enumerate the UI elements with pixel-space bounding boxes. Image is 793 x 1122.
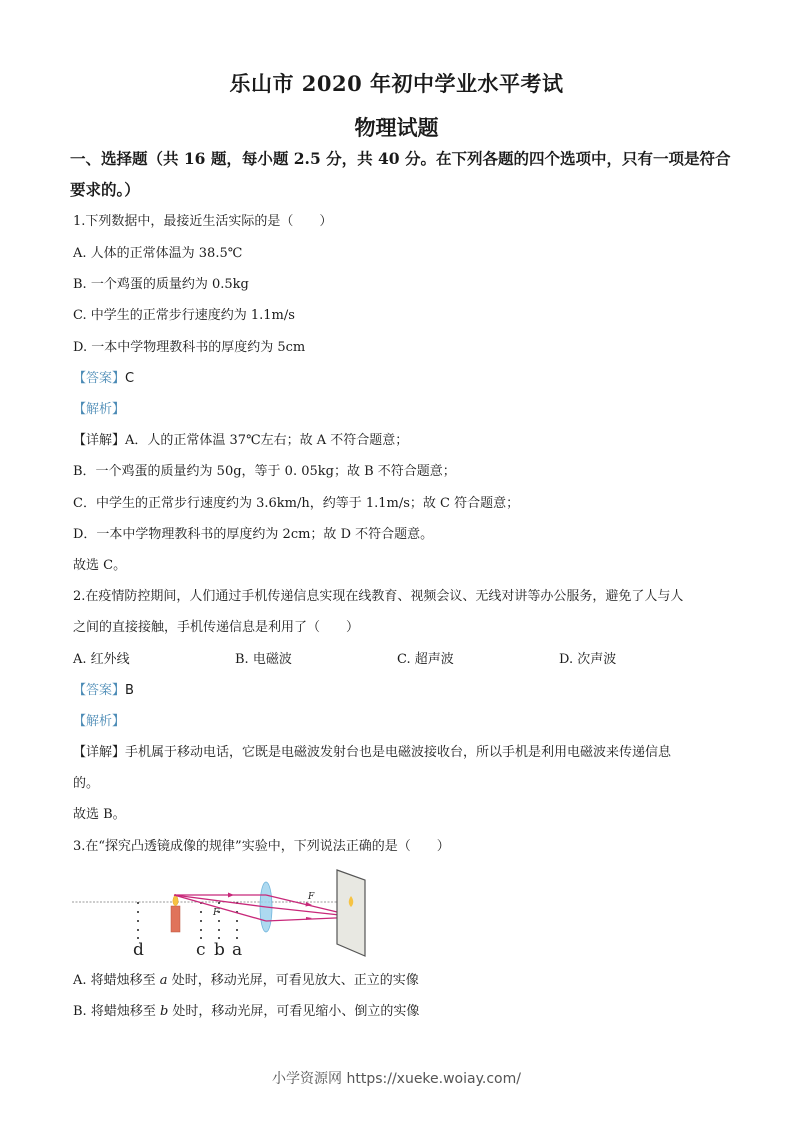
- q1-option-c: C. 中学生的正常步行速度约为 1.1m/s: [73, 308, 295, 323]
- q2-option-b: B. 电磁波: [235, 652, 292, 667]
- answer-label: 【答案】: [73, 683, 126, 698]
- exam-title: 乐山市 2020 年初中学业水平考试: [229, 71, 564, 96]
- q3-option-a-prefix: A. 将蜡烛移至: [73, 973, 160, 988]
- q2-stem-line2: 之间的直接接触，手机传递信息是利用了（ ）: [73, 620, 360, 635]
- focus-label-right: F: [308, 892, 315, 902]
- analysis-label: 【解析】: [73, 714, 126, 729]
- q2-detail-line1: 【详解】手机属于移动电话，它既是电磁波发射台也是电磁波接收台，所以手机是利用电磁波来传递信息: [73, 745, 672, 760]
- q2-answer: [73, 682, 134, 700]
- q3-option-b-suffix: 处时，移动光屏，可看见缩小、倒立的实像: [168, 1004, 420, 1019]
- q3-option-b: [73, 1003, 419, 1021]
- q3-option-a-suffix: 处时，移动光屏，可看见放大、正立的实像: [167, 973, 419, 988]
- point-label-d: d: [133, 940, 144, 960]
- exam-subtitle: 物理试题: [354, 115, 439, 140]
- q1-detail-d: D．一本中学物理教科书的厚度约为 2cm；故 D 不符合题意。: [73, 527, 434, 542]
- point-label-a: a: [232, 940, 243, 960]
- point-label-b: b: [214, 940, 225, 960]
- q3-option-a: [73, 972, 419, 990]
- q2-detail-line2: 的。: [73, 776, 100, 791]
- q3-option-b-var: b: [159, 1004, 169, 1019]
- footer-watermark: 小学资源网 https://xueke.woiay.com/: [272, 1071, 521, 1087]
- q2-stem-line1: 2.在疫情防控期间，人们通过手机传递信息实现在线教育、视频会议、无线对讲等办公服务，避免了人与人: [73, 589, 684, 604]
- q1-option-a: A. 人体的正常体温为 38.5℃: [73, 246, 243, 261]
- q1-detail-c: C．中学生的正常步行速度约为 3.6km/h，约等于 1.1m/s；故 C 符合题意；: [73, 496, 520, 511]
- section-heading-line2: 要求的。）: [70, 180, 140, 199]
- q1-detail-b: B．一个鸡蛋的质量约为 50g，等于 0. 05kg；故 B 不符合题意；: [73, 464, 456, 479]
- q2-conclusion: 故选 B。: [73, 807, 126, 822]
- q1-option-b: B. 一个鸡蛋的质量约为 0.5kg: [73, 277, 249, 292]
- q3-option-b-prefix: B. 将蜡烛移至: [73, 1004, 160, 1019]
- point-label-c: c: [196, 940, 206, 960]
- q3-option-a-var: a: [159, 973, 168, 988]
- analysis-label: 【解析】: [73, 402, 126, 417]
- q1-analysis-label: [73, 401, 125, 419]
- q1-conclusion: 故选 C。: [73, 558, 127, 573]
- answer-value: B: [125, 683, 134, 698]
- q1-detail-a: 【详解】A．人的正常体温 37℃左右；故 A 不符合题意；: [73, 433, 409, 448]
- q1-answer: [73, 370, 134, 388]
- answer-value: C: [125, 371, 135, 386]
- q1-stem: 1.下列数据中，最接近生活实际的是（ ）: [73, 214, 333, 229]
- q2-option-c: C. 超声波: [397, 652, 454, 667]
- q2-option-d: D. 次声波: [559, 652, 617, 667]
- q1-option-d: D. 一本中学物理教科书的厚度约为 5cm: [73, 340, 306, 355]
- q2-option-a: A. 红外线: [73, 652, 130, 667]
- convex-lens-diagram: [70, 866, 380, 960]
- q2-analysis-label: [73, 713, 125, 731]
- section-heading-line1: 一、选择题（共 16 题，每小题 2.5 分，共 40 分。在下列各题的四个选项中，只有一项是符合: [70, 149, 731, 168]
- q3-stem: 3.在“探究凸透镜成像的规律”实验中，下列说法正确的是（ ）: [73, 839, 450, 854]
- q2-options: [73, 651, 616, 669]
- focus-label-left: F: [213, 908, 220, 918]
- answer-label: 【答案】: [73, 371, 126, 386]
